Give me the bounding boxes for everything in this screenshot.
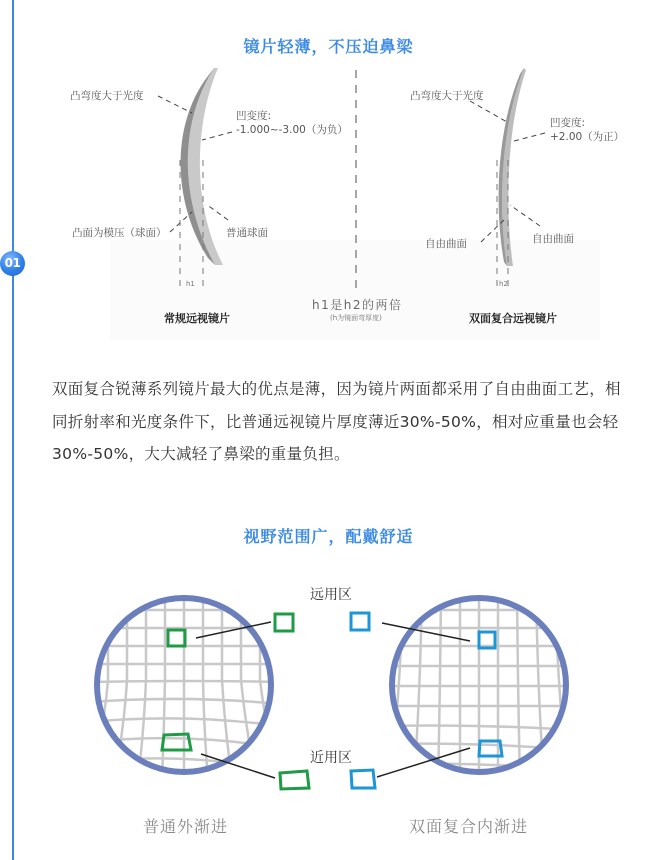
- paragraph-line: 双面复合锐薄系列镜片最大的优点是薄，因为镜片两面都采用了自由曲面工艺，相: [52, 380, 621, 398]
- description-paragraph: [52, 373, 652, 471]
- label-concave-value-right: +2.00（为正）: [550, 131, 625, 143]
- progressive-diagram-graphic: [0, 580, 657, 860]
- label-back-surface-right: 自由曲面: [532, 233, 574, 245]
- lens-diagram-graphic: [0, 0, 657, 340]
- paragraph-line: 30%-50%，大大减轻了鼻梁的重量负担。: [52, 445, 350, 463]
- progressive-zone-diagram: [0, 580, 657, 860]
- label-back-surface-left: 普通球面: [226, 227, 268, 239]
- thickness-comparison: h1是h2的两倍: [312, 298, 403, 312]
- caption-regular-lens: 常规远视镜片: [164, 312, 230, 325]
- section-title-thin-lens: 镜片轻薄，不压迫鼻梁: [243, 37, 414, 56]
- lens-thickness-diagram: [0, 0, 657, 340]
- label-front-surface-right: 自由曲面: [425, 238, 467, 250]
- caption-double-surface-progressive: 双面复合内渐进: [409, 817, 529, 836]
- step-number-badge: 01: [0, 251, 25, 276]
- thickness-marker-h1: h1: [186, 280, 195, 288]
- caption-regular-progressive: 普通外渐进: [143, 817, 229, 836]
- thickness-marker-h2: h2: [499, 280, 508, 288]
- label-convex-surface-left: 凸面为模压（球面）: [72, 227, 167, 239]
- label-convex-curve-left: 凸弯度大于光度: [70, 90, 144, 102]
- label-concave-value-left: -1.000~-3.00（为负）: [236, 124, 348, 136]
- thickness-note: (h为镜面弯厚度): [330, 314, 382, 322]
- label-concave-title-left: 凹变度:: [236, 110, 272, 122]
- paragraph-line: 同折射率和光度条件下，比普通远视镜片厚度薄近30%-50%，相对应重量也会轻: [52, 412, 619, 431]
- label-near-zone: 近用区: [310, 750, 352, 766]
- label-far-zone: 远用区: [310, 587, 352, 603]
- label-concave-title-right: 凹变度:: [550, 117, 586, 129]
- section-title-wide-view: 视野范围广，配戴舒适: [243, 527, 414, 546]
- caption-double-surface-lens: 双面复合远视镜片: [469, 312, 557, 325]
- label-convex-curve-right: 凸弯度大于光度: [410, 90, 484, 102]
